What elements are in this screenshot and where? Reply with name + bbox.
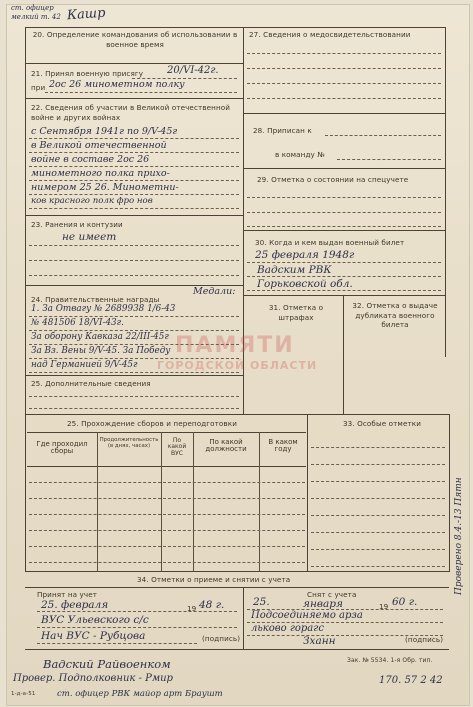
dash-22b [29, 152, 239, 153]
ticket-issuer: Вадским РВК [257, 264, 332, 276]
col-where: Где проходил сборы [36, 440, 88, 456]
remove-month: января [303, 598, 343, 610]
sep-29-30 [243, 230, 445, 231]
remove-title: Снят с учета [307, 590, 357, 599]
train-row-3 [29, 514, 305, 515]
war-line-5: нимером 25 26. Минометни- [31, 182, 179, 193]
dash-21a [132, 78, 237, 79]
section-25b-label: 25. Прохождение сборов и переподготовки [67, 419, 237, 428]
training-col-sep-3 [193, 432, 194, 571]
award-line-5: над Германией 9/V-45г [31, 360, 138, 370]
col-year: В каком году [268, 438, 298, 454]
dash-25a [29, 396, 239, 397]
accept-dash-1 [37, 611, 237, 612]
dash-23a [29, 245, 239, 246]
dash-21b [45, 92, 237, 93]
dash-25b [29, 408, 239, 409]
dash-22f [29, 208, 239, 209]
notes-3 [311, 481, 445, 482]
print-order: Зак. № 5534. 1-я Обр. тип. [347, 657, 433, 664]
remove-line-3: льково горагс [251, 623, 324, 634]
accept-sig-caption: (подпись) [202, 634, 241, 643]
training-head-top [27, 432, 306, 433]
sep-28-29 [243, 168, 445, 169]
accept-dash-3 [37, 643, 197, 644]
notes-2 [311, 464, 445, 465]
sep-21-22 [25, 98, 243, 99]
bottom-check-2: ст. офицер РВК майор арт Браушт [57, 689, 223, 699]
remove-year: 60 г. [392, 596, 418, 608]
train-row-5 [29, 546, 305, 547]
medals-word: Медали: [193, 286, 236, 297]
s34-bottom [25, 649, 449, 650]
oath-date: 20/VI-42г. [167, 65, 219, 76]
lower-left [25, 414, 26, 572]
award-line-3: За оборону Кавказа 22/III-45г [31, 332, 169, 342]
col-duration: Продолжительность (в днях, часах) [99, 437, 159, 449]
ticket-date: 25 февраля 1948г [255, 249, 355, 261]
lower-bottom [25, 571, 449, 572]
section-27-label: 27. Сведения о медосвидетельствовании [249, 30, 411, 39]
dash-29c [247, 226, 441, 227]
dash-27a [247, 53, 441, 54]
notes-4 [311, 498, 445, 499]
dash-23b [29, 260, 239, 261]
accept-date: 25. февраля [41, 599, 109, 611]
dash-27b [247, 68, 441, 69]
notes-1 [311, 447, 445, 448]
watermark-line-2: ГОРОДСКОЙ ОБЛАСТИ [157, 359, 318, 372]
frame-right [445, 27, 446, 357]
training-head-bottom [27, 466, 306, 467]
accept-dash-2 [37, 627, 237, 628]
section-29-label: 29. Отметка о состоянии на спецучете [257, 175, 409, 184]
section-33-label: 33. Особые отметки [343, 419, 421, 428]
accept-title: Принят на учет [37, 590, 98, 599]
accept-year: 48 г. [199, 599, 225, 611]
section-25a-label: 25. Дополнительные сведения [31, 379, 151, 388]
lower-mid [307, 414, 308, 572]
dash-24b [29, 330, 239, 331]
section-21-prefix: при [31, 83, 46, 92]
notes-6 [311, 532, 445, 533]
section-28-label: 28. Приписан к [253, 126, 312, 135]
section-24-label: 24. Правительственные награды [31, 295, 160, 304]
notes-7 [311, 549, 445, 550]
remove-year-print: 19 [379, 602, 389, 611]
ticket-region: Горьковской обл. [257, 278, 353, 290]
section-31-label: 31. Отметка о штрафах [268, 303, 324, 322]
frame-left [25, 27, 26, 414]
dash-22a [29, 138, 239, 139]
notes-5 [311, 515, 445, 516]
award-line-4: За Вз. Вены 9/V-45. За Победу [31, 346, 171, 356]
section-34-label: 34. Отметки о приеме и снятии с учета [137, 575, 291, 584]
dash-24a [29, 316, 239, 317]
dash-30c [247, 290, 441, 291]
remove-day: 25. [253, 596, 270, 608]
train-row-4 [29, 530, 305, 531]
bottom-number: 170. 57 2 42 [379, 675, 443, 686]
accept-year-print: 19 [187, 604, 197, 613]
war-line-3: войне в составе 2ос 26 [31, 154, 150, 165]
top-note-1: ст. офицер [11, 4, 54, 12]
section-22-label: 22. Сведения об участии в Великой отечественной войне и других войнах [31, 103, 231, 122]
bottom-check: Провер. Подполковник - Рмир [13, 673, 173, 684]
train-row-2 [29, 498, 305, 499]
dash-29b [247, 212, 441, 213]
wounds-value: не имеет [62, 231, 117, 243]
dash-22e [29, 194, 239, 195]
sep-30-31 [243, 295, 445, 296]
remove-dash-3 [247, 635, 443, 636]
training-col-sep-2 [161, 432, 162, 571]
watermark-line-1: ПАМЯТИ [175, 333, 295, 358]
frame-top [25, 27, 445, 28]
team-label: в команду № [275, 150, 325, 159]
remove-dash-1 [247, 609, 443, 610]
section-23-label: 23. Ранения и контузии [31, 220, 123, 229]
sep-22-23 [25, 215, 243, 216]
registration-card [6, 4, 470, 706]
side-note: Проверено 8.4.-13 Пятн [454, 477, 464, 595]
s34-mid [243, 587, 244, 649]
section-30-label: 30. Когда и кем выдан военный билет [255, 238, 405, 247]
notes-8 [311, 566, 445, 567]
dash-24e [29, 372, 239, 373]
award-line-2: № 481506 18/VI-43г. [31, 318, 124, 328]
training-table [27, 432, 306, 571]
accept-line-3: Нач ВУС - Рубцова [41, 630, 146, 642]
sep-20-21 [25, 63, 243, 64]
bottom-line-1: Вадский Райвоенком [43, 657, 171, 671]
lower-right [449, 414, 450, 572]
training-col-sep-4 [259, 432, 260, 571]
remove-line-2: Подсоединяемо арза [251, 610, 363, 621]
war-line-2: в Великой отечественной [31, 140, 167, 151]
war-line-4: минометного полка прихо- [31, 168, 170, 179]
train-row-6 [29, 562, 305, 563]
dash-27d [247, 98, 441, 99]
oath-unit: 2ос 26 минометном полку [49, 79, 185, 90]
dash-30a [247, 262, 441, 263]
remove-line-4: Зханн [303, 635, 336, 647]
section-32-label: 32. Отметка о выдаче дубликата военного билета [352, 301, 438, 330]
sep-24-25 [25, 375, 243, 376]
s34-top [25, 587, 449, 588]
remove-dash-2 [247, 622, 443, 623]
dash-23c [29, 275, 239, 276]
dash-22c [29, 166, 239, 167]
dash-29a [247, 197, 441, 198]
dash-27c [247, 83, 441, 84]
top-note-2: мелкий т. 42 [11, 13, 61, 21]
top-signature: Кашр [66, 5, 106, 24]
sep-27-28 [243, 113, 445, 114]
accept-line-2: ВУС Ульевского с/с [41, 614, 149, 626]
remove-sig-caption: (подпись) [405, 635, 444, 644]
section-20-label: 20. Определение командования об использовании в военное время [32, 30, 238, 49]
award-line-1: 1. За Отвагу № 2689938 1/6-43 [31, 304, 176, 314]
dash-28b [337, 159, 441, 160]
war-line-6: ков красного полк фро нов [31, 196, 153, 206]
dash-30b [247, 276, 441, 277]
col-position: По какой должности [205, 438, 247, 454]
train-row-1 [29, 482, 305, 483]
training-col-sep-1 [97, 432, 98, 571]
dash-22d [29, 180, 239, 181]
section-21-label: 21. Принял военную присягу [31, 69, 144, 78]
lower-top [25, 414, 449, 415]
war-line-1: с Сентября 1941г по 9/V-45г [31, 126, 178, 137]
col-vus: По какой ВУС [167, 437, 187, 457]
dash-28a [325, 135, 441, 136]
left-mark: 1-д-а-51 [11, 691, 36, 697]
sep-31-32 [343, 295, 344, 414]
